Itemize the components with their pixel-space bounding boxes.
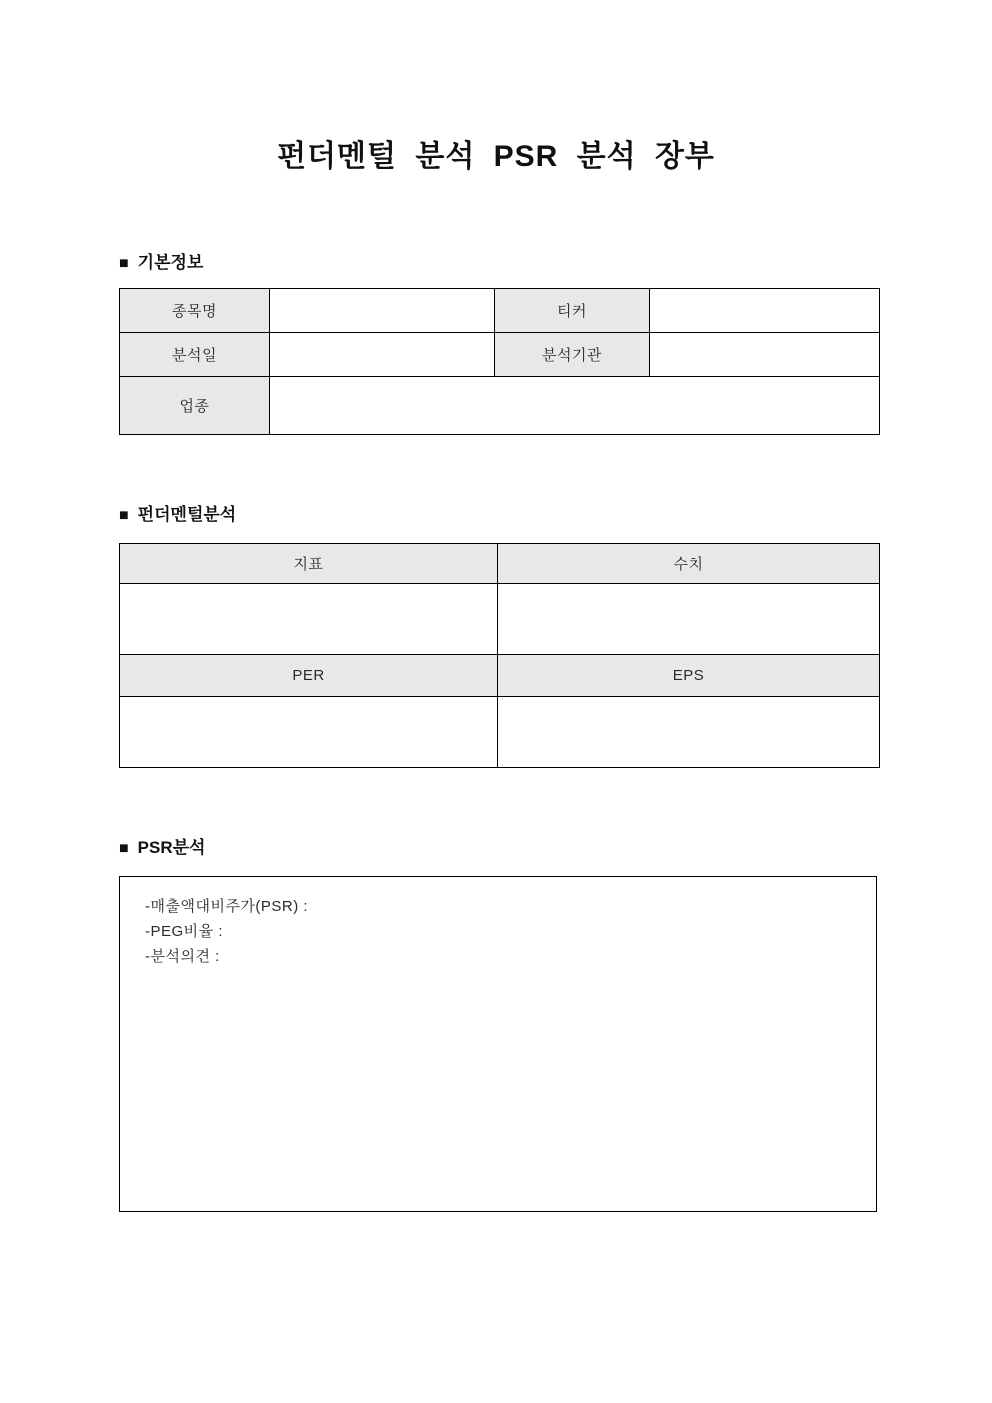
- per-input-cell[interactable]: [120, 697, 498, 768]
- indicator-header: 지표: [120, 544, 498, 584]
- section-header-fundamental-analysis: [119, 504, 879, 526]
- psr-line-peg-ratio: -PEG비율 :: [145, 923, 223, 940]
- section-header-psr-analysis: [119, 837, 879, 859]
- section-title-psr-analysis: PSR분석: [137, 838, 206, 857]
- basic-info-table: [119, 288, 880, 435]
- eps-input-cell[interactable]: [498, 697, 880, 768]
- table-row: [120, 697, 880, 768]
- psr-analysis-box[interactable]: [119, 876, 877, 1212]
- section-bullet-icon: ■: [119, 507, 129, 524]
- eps-header: EPS: [498, 655, 880, 697]
- stock-name-label: 종목명: [120, 289, 270, 333]
- analysis-date-label: 분석일: [120, 333, 270, 377]
- table-row: [120, 584, 880, 655]
- section-title-fundamental-analysis: 펀더멘털분석: [137, 505, 237, 524]
- table-row: [120, 289, 880, 333]
- section-bullet-icon: ■: [119, 840, 129, 857]
- document-title: 펀더멘털 분석 PSR 분석 장부: [277, 140, 715, 173]
- section-bullet-icon: ■: [119, 255, 129, 272]
- value-header: 수치: [498, 544, 880, 584]
- industry-label: 업종: [120, 377, 270, 435]
- analysis-org-label: 분석기관: [495, 333, 650, 377]
- section-header-basic-info: [119, 252, 879, 274]
- ticker-input-cell[interactable]: [650, 289, 880, 333]
- psr-line-analysis-opinion: -분석의견 :: [145, 948, 220, 965]
- psr-line-psr-ratio: -매출액대비주가(PSR) :: [145, 898, 309, 915]
- per-header: PER: [120, 655, 498, 697]
- table-row: [120, 377, 880, 435]
- table-header-row: [120, 544, 880, 584]
- section-title-basic-info: 기본정보: [137, 253, 204, 272]
- indicator-input-cell[interactable]: [120, 584, 498, 655]
- value-input-cell[interactable]: [498, 584, 880, 655]
- table-row: [120, 333, 880, 377]
- analysis-org-input-cell[interactable]: [650, 333, 880, 377]
- stock-name-input-cell[interactable]: [270, 289, 495, 333]
- analysis-date-input-cell[interactable]: [270, 333, 495, 377]
- industry-input-cell[interactable]: [270, 377, 880, 435]
- fundamental-analysis-table: [119, 543, 880, 768]
- ticker-label: 티커: [495, 289, 650, 333]
- table-header-row: [120, 655, 880, 697]
